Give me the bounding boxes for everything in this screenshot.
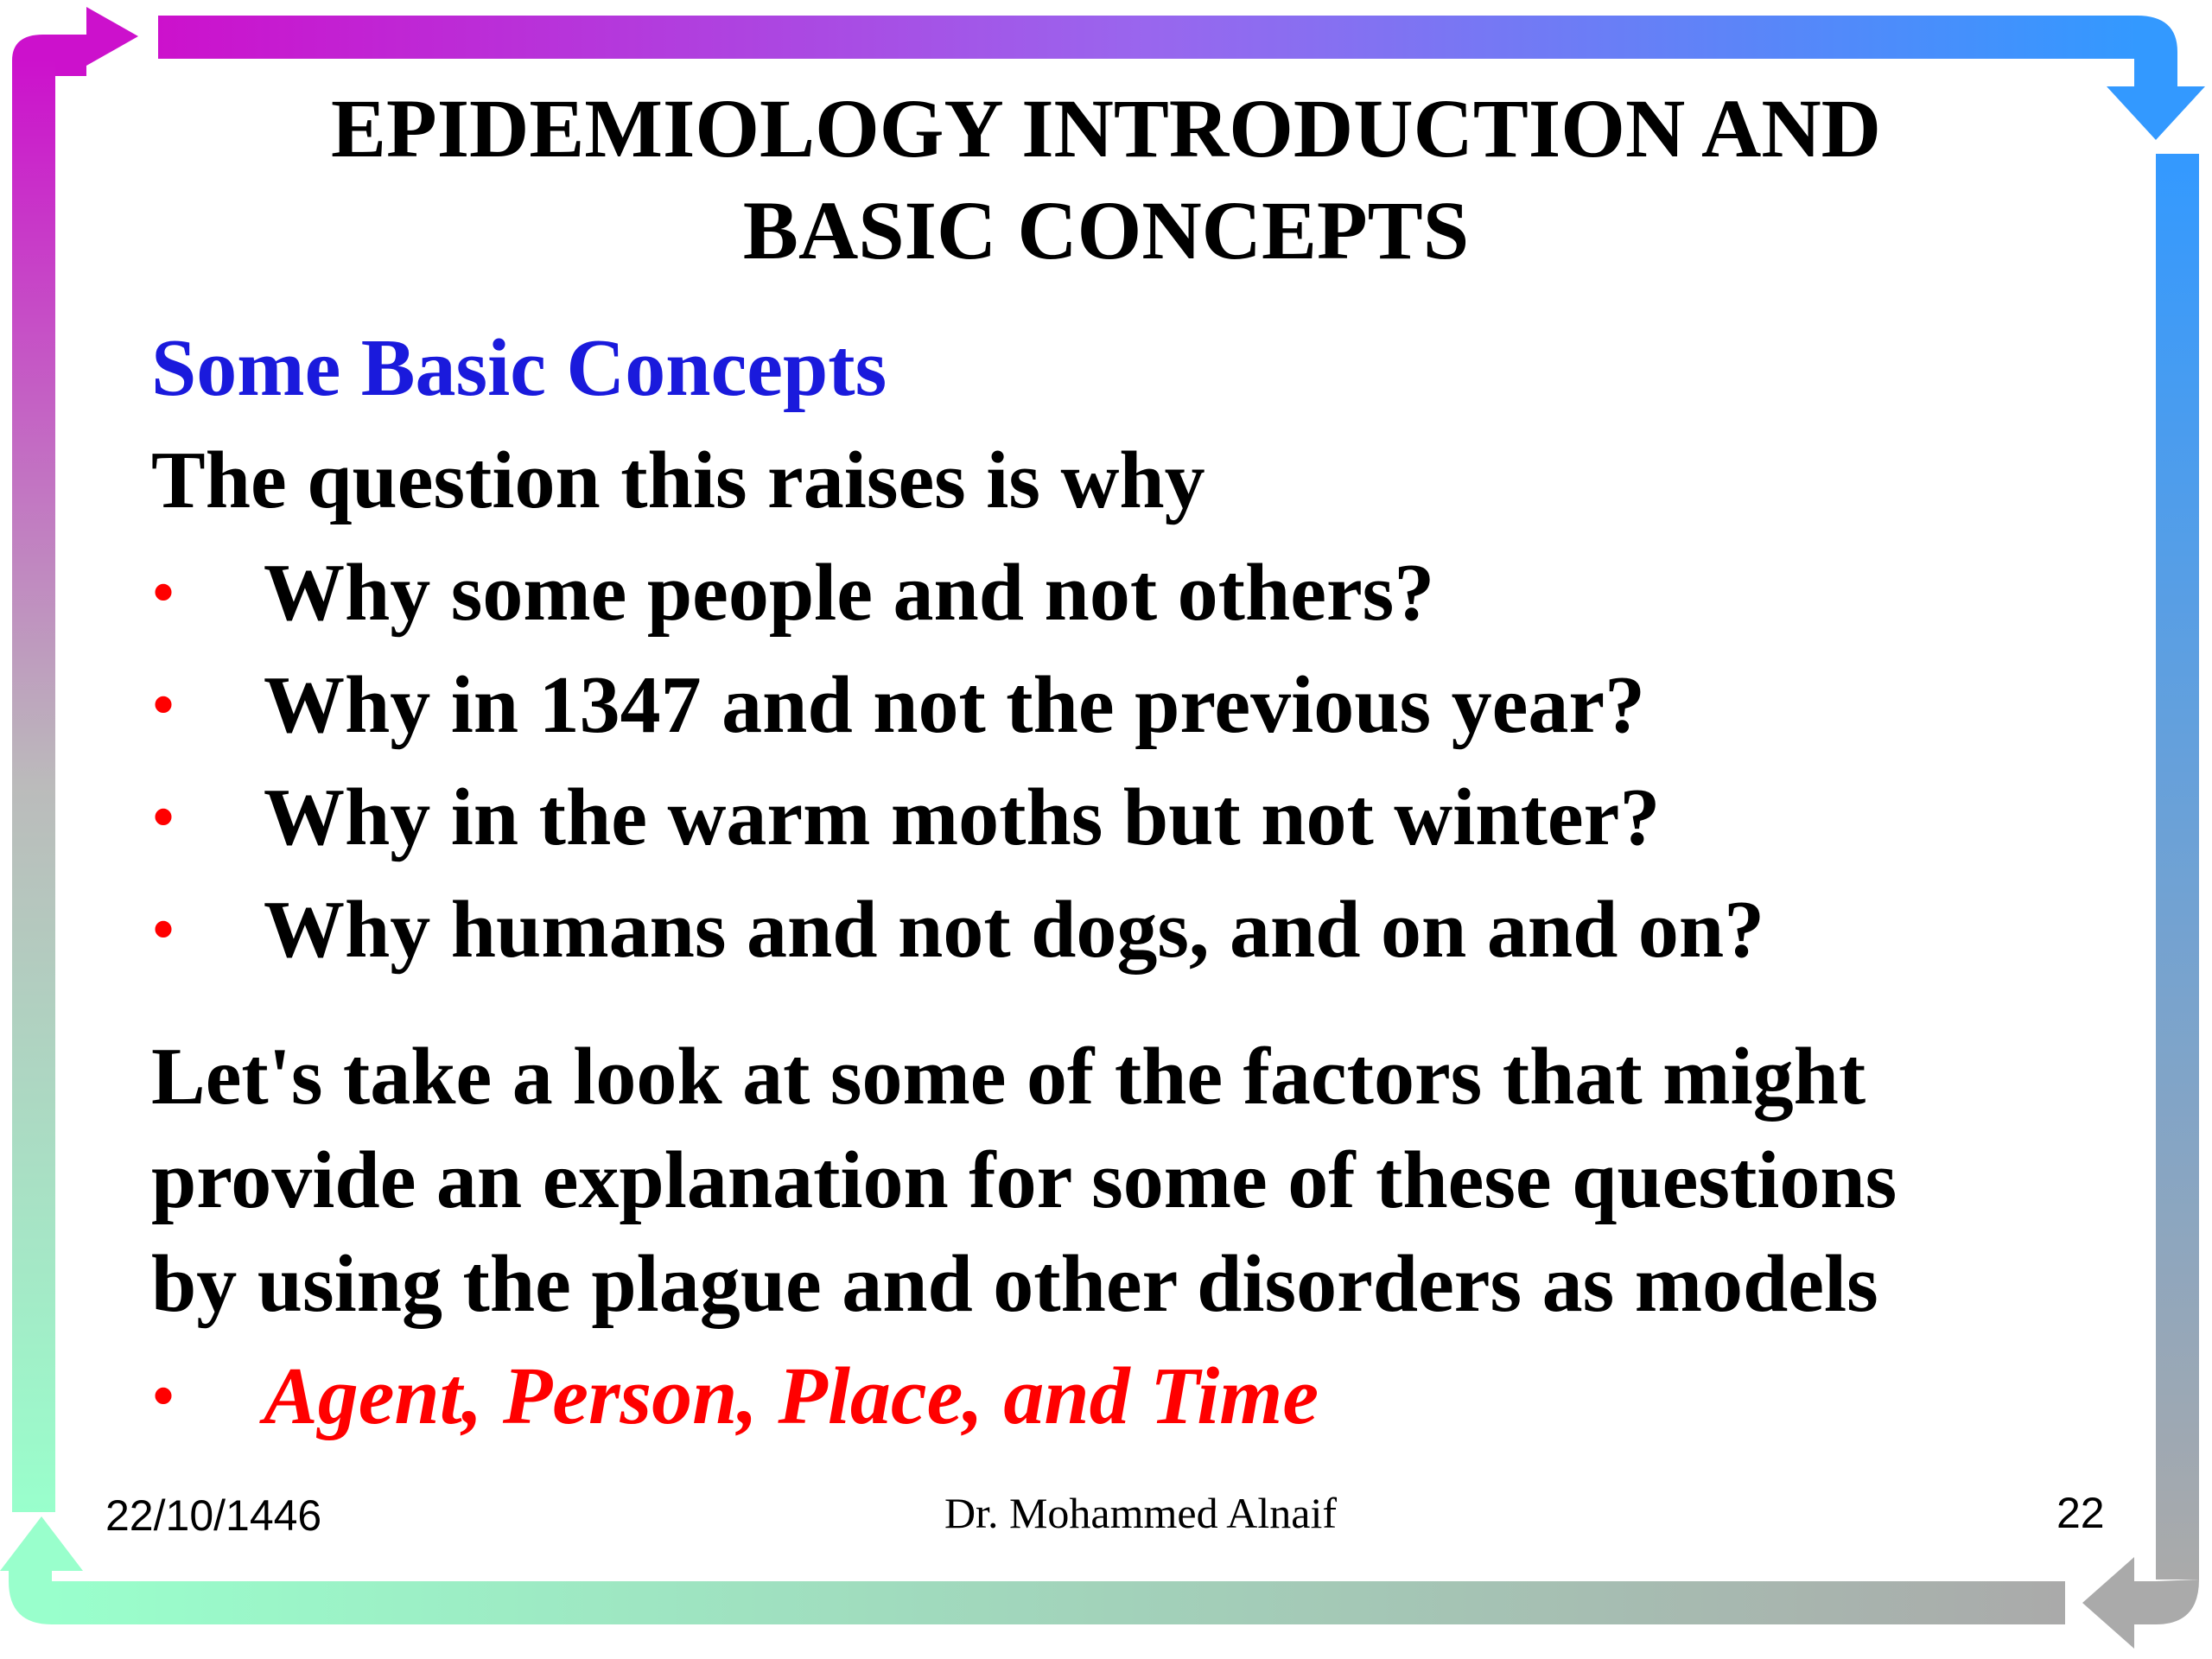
bullet-marker: •	[151, 667, 176, 743]
bullet-marker: •	[151, 892, 176, 968]
paragraph-line-1: Let's take a look at some of the factors that might	[151, 1032, 1866, 1122]
paragraph-line-2: provide an explanation for some of these questions	[151, 1135, 1897, 1225]
bullet-marker: •	[151, 555, 176, 631]
bullet-marker: •	[151, 779, 176, 855]
footer-date: 22/10/1446	[105, 1491, 322, 1540]
frame-right-arrow	[2082, 154, 2199, 1649]
title-line-2: BASIC CONCEPTS	[742, 184, 1470, 276]
highlight-bullet: Agent, Person, Place, and Time	[264, 1351, 1319, 1441]
footer-page-number: 22	[2056, 1489, 2105, 1537]
paragraph-line-3: by using the plague and other disorders as models	[151, 1239, 1878, 1329]
question-item-1: Why some people and not others?	[264, 548, 1435, 638]
question-item-2: Why in 1347 and not the previous year?	[264, 660, 1646, 750]
question-item-4: Why humans and not dogs, and on and on?	[264, 885, 1765, 975]
question-item-3: Why in the warm moths but not winter?	[264, 772, 1661, 862]
footer-author: Dr. Mohammed Alnaif	[944, 1489, 1338, 1537]
intro-line: The question this raises is why	[151, 435, 1205, 525]
bullet-marker: •	[151, 1358, 176, 1434]
section-subtitle: Some Basic Concepts	[151, 323, 887, 413]
title-line-1: EPIDEMIOLOGY INTRODUCTION AND	[331, 82, 1881, 175]
